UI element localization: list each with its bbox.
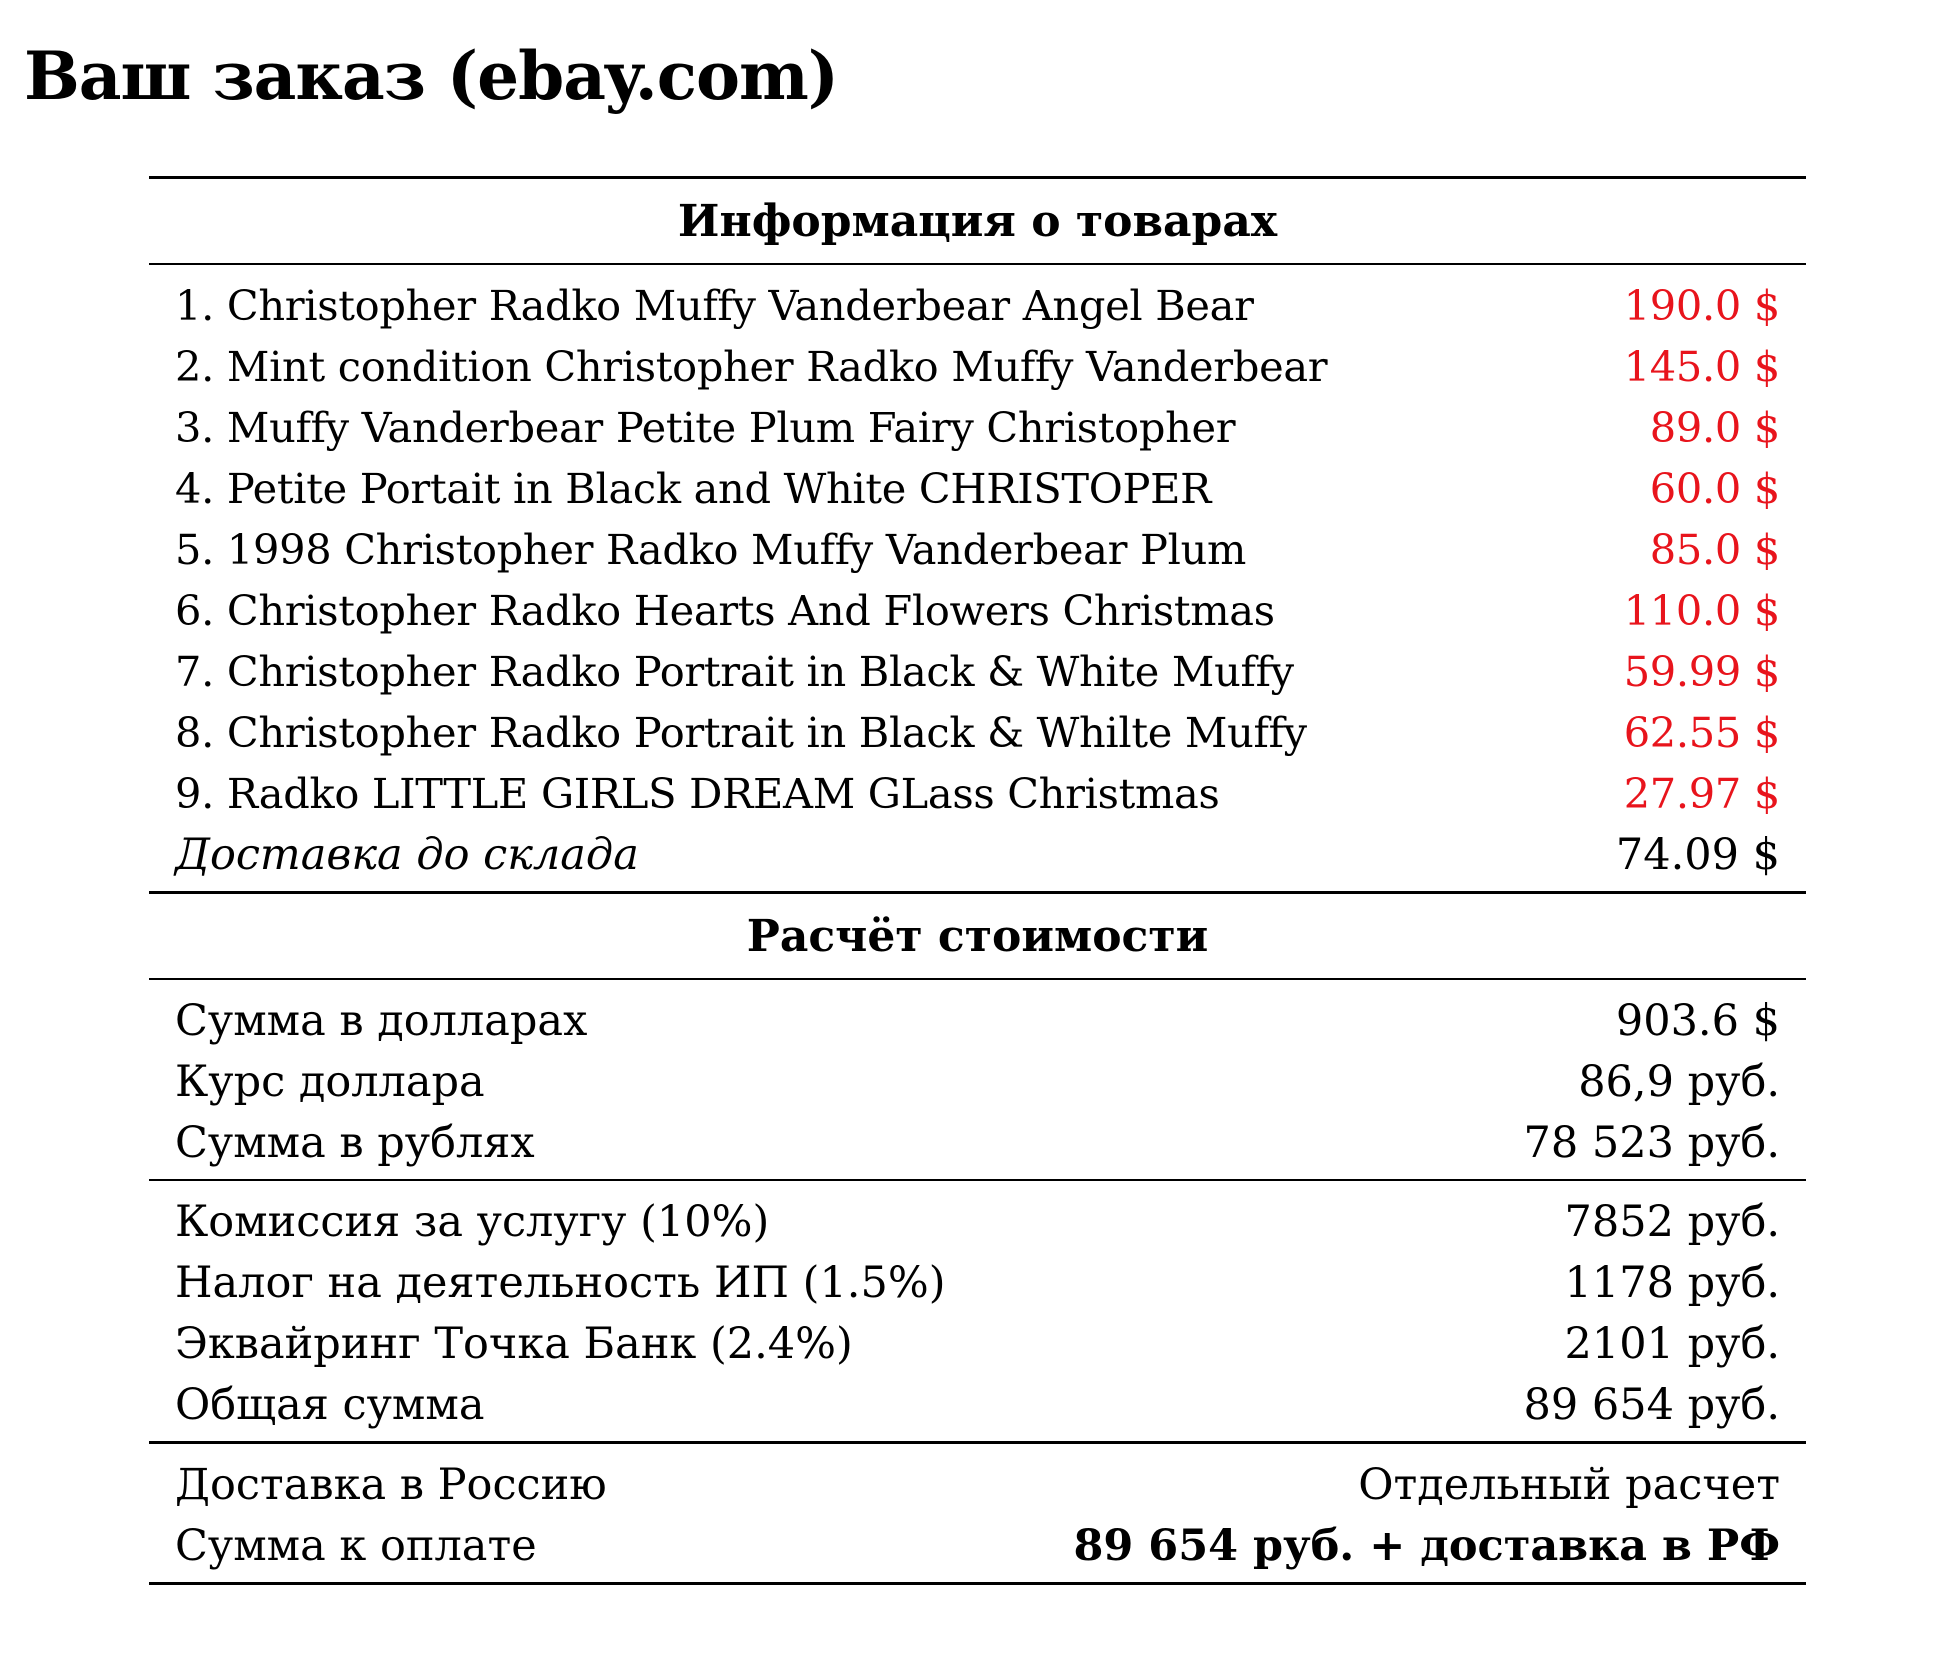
amount-due-label: Сумма к оплате xyxy=(175,1520,537,1571)
cost-section-title: Расчёт стоимости xyxy=(746,910,1209,962)
fee-row xyxy=(149,1313,1806,1374)
fee-row xyxy=(149,1252,1806,1313)
conversion-value: 903.6 $ xyxy=(1615,995,1780,1046)
item-row xyxy=(149,458,1806,519)
russia-shipping-row xyxy=(149,1454,1806,1515)
item-label: 9. Radko LITTLE GIRLS DREAM GLass Christmas xyxy=(175,769,1220,818)
item-row xyxy=(149,641,1806,702)
fee-label: Эквайринг Точка Банк (2.4%) xyxy=(175,1318,853,1369)
item-label: 1. Christopher Radko Muffy Vanderbear Angel Bear xyxy=(175,281,1254,330)
fee-label: Комиссия за услугу (10%) xyxy=(175,1196,770,1247)
conversion-row xyxy=(149,1112,1806,1173)
item-row xyxy=(149,763,1806,824)
fee-row xyxy=(149,1191,1806,1252)
item-label: 2. Mint condition Christopher Radko Muffy Vanderbear xyxy=(175,342,1328,391)
amount-due-row xyxy=(149,1515,1806,1576)
item-price: 60.0 $ xyxy=(1649,464,1780,513)
final-list xyxy=(149,1444,1806,1582)
conversion-label: Сумма в рублях xyxy=(175,1117,535,1168)
items-section-title: Информация о товарах xyxy=(677,195,1278,247)
item-label: 7. Christopher Radko Portrait in Black & White Muffy xyxy=(175,647,1294,696)
item-price: 59.99 $ xyxy=(1623,647,1780,696)
warehouse-shipping-label: Доставка до склада xyxy=(175,829,639,880)
conversion-value: 86,9 руб. xyxy=(1578,1056,1780,1107)
item-price: 89.0 $ xyxy=(1649,403,1780,452)
total-row xyxy=(149,1374,1806,1435)
item-price: 190.0 $ xyxy=(1623,281,1780,330)
total-label: Общая сумма xyxy=(175,1379,485,1430)
conversion-row xyxy=(149,1051,1806,1112)
item-row xyxy=(149,275,1806,336)
warehouse-shipping-value: 74.09 $ xyxy=(1615,829,1780,880)
conversion-value: 78 523 руб. xyxy=(1523,1117,1780,1168)
item-label: 3. Muffy Vanderbear Petite Plum Fairy Christopher xyxy=(175,403,1236,452)
item-row xyxy=(149,397,1806,458)
fees-list xyxy=(149,1181,1806,1441)
item-label: 6. Christopher Radko Hearts And Flowers Christmas xyxy=(175,586,1275,635)
items-list xyxy=(149,265,1806,891)
fee-value: 1178 руб. xyxy=(1564,1257,1780,1308)
item-label: 5. 1998 Christopher Radko Muffy Vanderbear Plum xyxy=(175,525,1247,574)
bottom-rule xyxy=(149,1582,1806,1585)
item-price: 62.55 $ xyxy=(1623,708,1780,757)
item-row xyxy=(149,519,1806,580)
item-price: 145.0 $ xyxy=(1623,342,1780,391)
item-row xyxy=(149,336,1806,397)
russia-shipping-value: Отдельный расчет xyxy=(1358,1459,1780,1510)
order-summary-table xyxy=(149,176,1806,1585)
conversion-label: Курс доллара xyxy=(175,1056,485,1107)
conversion-row xyxy=(149,990,1806,1051)
item-label: 4. Petite Portait in Black and White CHRISTOPER xyxy=(175,464,1212,513)
conversion-list xyxy=(149,980,1806,1179)
fee-value: 2101 руб. xyxy=(1564,1318,1780,1369)
item-price: 27.97 $ xyxy=(1623,769,1780,818)
item-price: 110.0 $ xyxy=(1623,586,1780,635)
amount-due-value: 89 654 руб. + доставка в РФ xyxy=(1073,1520,1780,1571)
item-price: 85.0 $ xyxy=(1649,525,1780,574)
item-row xyxy=(149,580,1806,641)
item-row xyxy=(149,702,1806,763)
warehouse-shipping-row xyxy=(149,824,1806,885)
fee-value: 7852 руб. xyxy=(1564,1196,1780,1247)
total-value: 89 654 руб. xyxy=(1523,1379,1780,1430)
item-label: 8. Christopher Radko Portrait in Black & Whilte Muffy xyxy=(175,708,1307,757)
conversion-label: Сумма в долларах xyxy=(175,995,588,1046)
fee-label: Налог на деятельность ИП (1.5%) xyxy=(175,1257,946,1308)
russia-shipping-label: Доставка в Россию xyxy=(175,1459,607,1510)
page-title: Ваш заказ (ebay.com) xyxy=(24,37,839,115)
